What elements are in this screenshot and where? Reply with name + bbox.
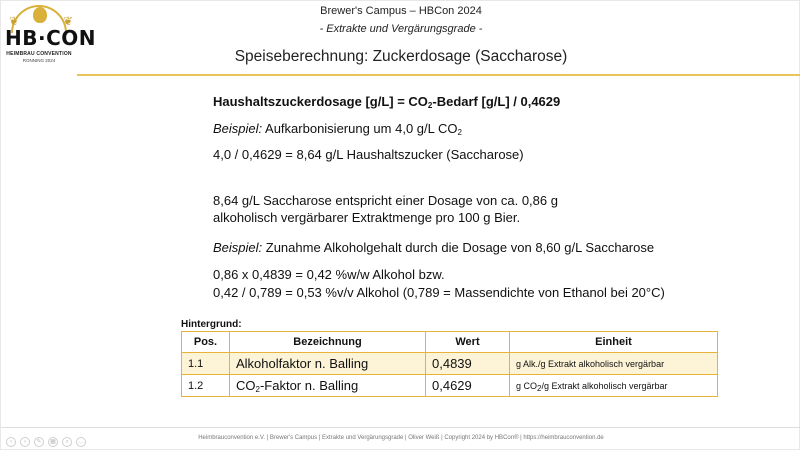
header-pos: Pos.: [182, 332, 230, 353]
header-name: Bezeichnung: [230, 332, 426, 353]
table-header: [182, 332, 718, 353]
calc2-line2: 0,42 / 0,789 = 0,53 %v/v Alkohol (0,789 = Massendichte von Ethanol bei 20°C): [213, 285, 665, 300]
example2-label: Beispiel:: [213, 240, 263, 255]
wheat-icon-left: ❦: [9, 14, 20, 28]
formula-sub: 2: [427, 101, 433, 110]
parameter-table: [181, 331, 718, 397]
title-divider: [77, 74, 800, 76]
row2-name-sub: 2: [255, 385, 260, 394]
row2-value: 0,4629: [426, 375, 510, 397]
header-title: Brewer's Campus – HBCon 2024: [320, 5, 482, 17]
background-label: Hintergrund:: [181, 319, 242, 330]
calc2-line1: 0,86 x 0,4839 = 0,42 %w/w Alkohol bzw.: [213, 267, 445, 282]
row1-value: 0,4839: [426, 353, 510, 375]
example1-sub: 2: [457, 128, 462, 137]
next-icon[interactable]: ›: [20, 437, 30, 447]
row1-name-text: Alkoholfaktor n. Balling: [236, 356, 369, 371]
pen-icon[interactable]: ✎: [34, 437, 44, 447]
example2: [213, 239, 654, 256]
example2-text: Zunahme Alkoholgehalt durch die Dosage von 8,60 g/L Saccharose: [262, 240, 655, 255]
row2-unit-sub: 2: [537, 383, 542, 393]
page-title: Speiseberechnung: Zuckerdosage (Saccharose): [234, 48, 568, 65]
row1-unit: g Alk./g Extrakt alkoholisch vergärbar: [510, 353, 718, 375]
note-line2: alkoholisch vergärbarer Extraktmenge pro 100 g Bier.: [213, 210, 521, 225]
prev-icon[interactable]: ‹: [6, 437, 16, 447]
example1-text: Aufkarbonisierung um 4,0 g/L CO: [262, 121, 458, 136]
logo-title: HB·CON: [5, 26, 96, 50]
formula-part1: Haushaltszuckerdosage [g/L] = CO: [213, 94, 428, 109]
row2-unit: [510, 375, 718, 397]
calc1: 4,0 / 0,4629 = 8,64 g/L Haushaltszucker (Saccharose): [213, 147, 524, 162]
logo-place: RONNING 2024: [22, 58, 56, 63]
header-unit: Einheit: [510, 332, 718, 353]
formula: [213, 93, 560, 110]
logo-subtitle: HEIMBRAU CONVENTION: [6, 51, 72, 57]
row2-unit-text: g CO: [516, 380, 538, 391]
row2-pos: 1.2: [182, 375, 230, 397]
note-line1: 8,64 g/L Saccharose entspricht einer Dosage von ca. 0,86 g: [213, 193, 558, 208]
footer-divider: [1, 427, 800, 428]
example1: [213, 120, 462, 137]
table-row: [182, 375, 718, 397]
row1-pos: 1.1: [182, 353, 230, 375]
row2-unit-rest: /g Extrakt alkoholisch vergärbar: [541, 380, 668, 391]
row2-name-rest: -Faktor n. Balling: [259, 378, 359, 393]
formula-part2: -Bedarf [g/L] / 0,4629: [432, 94, 561, 109]
row2-name-text: CO: [236, 378, 256, 393]
slides-icon[interactable]: ▦: [48, 437, 58, 447]
example1-label: Beispiel:: [213, 121, 263, 136]
wheat-icon-right: ❦: [63, 14, 74, 28]
zoom-icon[interactable]: ⌕: [62, 437, 72, 447]
header-value: Wert: [426, 332, 510, 353]
more-icon[interactable]: …: [78, 439, 84, 445]
footer: Heimbrauconvention e.V. | Brewer's Campus | Extrakte und Vergärungsgrade | Oliver Weiß | Copyright 2024 by HBCon® | https://heimbrauconvention.de: [198, 435, 604, 441]
row2-name: [230, 375, 426, 397]
header-subtitle: - Extrakte und Vergärungsgrade -: [319, 23, 483, 35]
row1-name: [230, 353, 426, 375]
table-row: [182, 353, 718, 375]
